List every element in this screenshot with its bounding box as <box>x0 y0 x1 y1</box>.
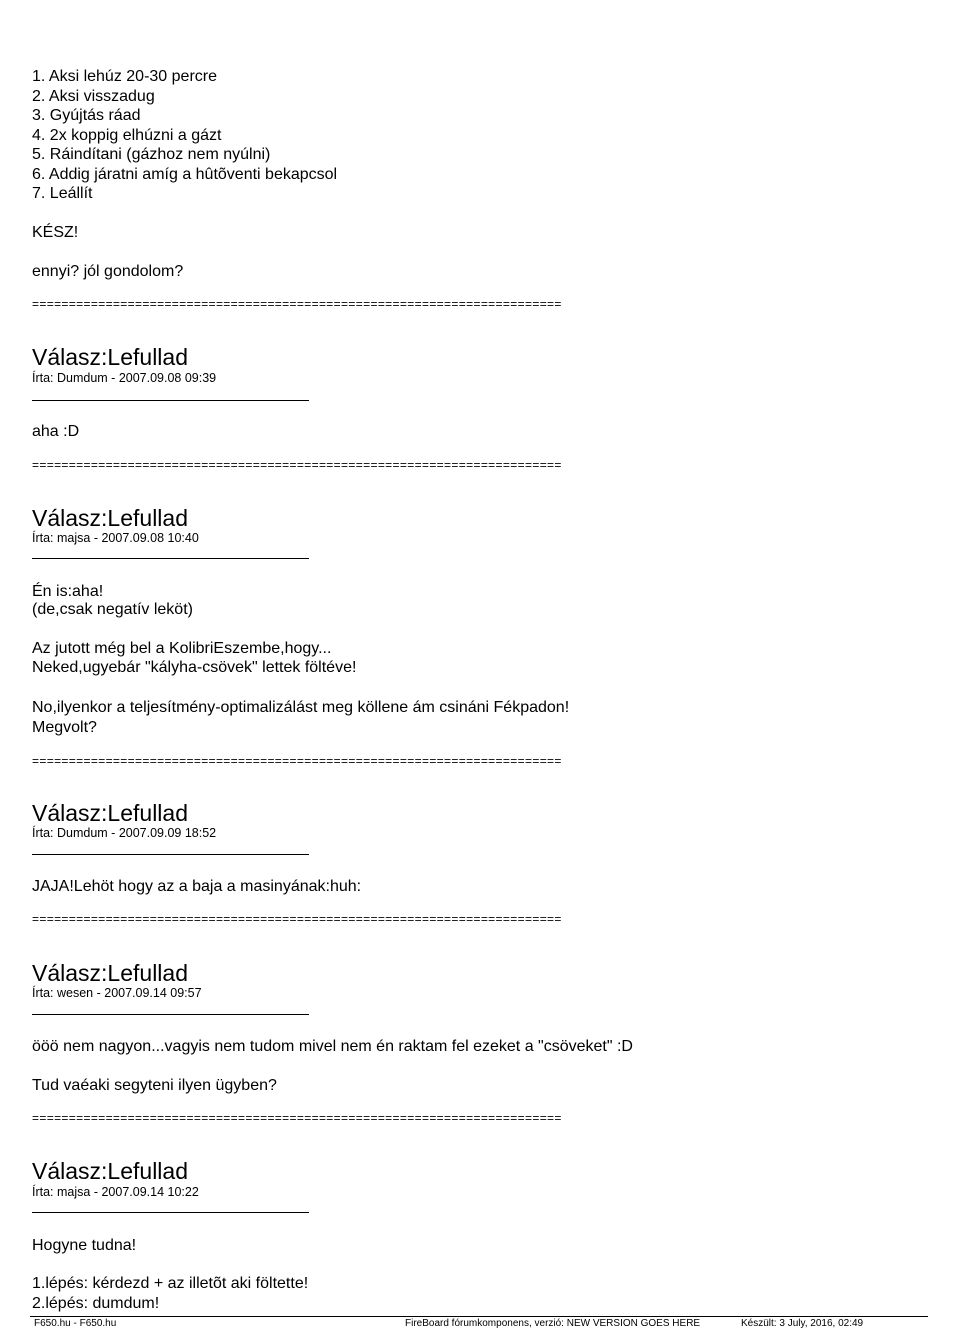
separator: ======================================================================== <box>32 458 562 472</box>
step-7: 7. Leállít <box>32 185 93 202</box>
footer-component: FireBoard fórumkomponens, verzió: NEW VERSION GOES HERE <box>405 1318 701 1329</box>
post-body-line: Az jutott még bel a KolibriEszembe,hogy... <box>32 640 332 657</box>
intro-done: KÉSZ! <box>32 224 79 241</box>
post-body-line: (de,csak negatív leköt) <box>32 601 193 618</box>
intro-question: ennyi? jól gondolom? <box>32 263 184 280</box>
post-body-line: Tud vaéaki segyteni ilyen ügyben? <box>32 1077 277 1094</box>
post-title: Válasz:Lefullad <box>32 1158 188 1184</box>
post-divider <box>32 1014 309 1015</box>
separator: ======================================================================== <box>32 1111 562 1125</box>
post-body-line: ööö nem nagyon...vagyis nem tudom mivel nem én raktam fel ezeket a "csöveket" :D <box>32 1038 633 1055</box>
separator: ======================================================================== <box>32 297 562 311</box>
post-body-line: 2.lépés: dumdum! <box>32 1295 160 1312</box>
post-meta: Írta: majsa - 2007.09.14 10:22 <box>32 1185 199 1199</box>
post-title: Válasz:Lefullad <box>32 505 188 531</box>
step-6: 6. Addig járatni amíg a hûtõventi bekapcsol <box>32 166 338 183</box>
post-title: Válasz:Lefullad <box>32 344 188 370</box>
step-3: 3. Gyújtás ráad <box>32 107 141 124</box>
post-divider <box>32 400 309 401</box>
separator: ======================================================================== <box>32 912 562 926</box>
post-meta: Írta: majsa - 2007.09.08 10:40 <box>32 531 199 545</box>
post-divider <box>32 1212 309 1213</box>
post-meta: Írta: Dumdum - 2007.09.08 09:39 <box>32 371 217 385</box>
post-meta: Írta: Dumdum - 2007.09.09 18:52 <box>32 826 217 840</box>
step-4: 4. 2x koppig elhúzni a gázt <box>32 127 222 144</box>
separator: ======================================================================== <box>32 754 562 768</box>
footer-divider <box>30 1316 928 1317</box>
post-title: Válasz:Lefullad <box>32 960 188 986</box>
post-divider <box>32 854 309 855</box>
post-body-line: Hogyne tudna! <box>32 1237 137 1254</box>
footer-generated: Készült: 3 July, 2016, 02:49 <box>741 1318 864 1329</box>
post-body-line: No,ilyenkor a teljesítmény-optimalizálást meg köllene ám csináni Fékpadon! <box>32 699 570 716</box>
step-2: 2. Aksi visszadug <box>32 88 155 105</box>
step-1: 1. Aksi lehúz 20-30 percre <box>32 68 217 85</box>
post-title: Válasz:Lefullad <box>32 800 188 826</box>
post-body-line: Én is:aha! <box>32 583 104 600</box>
footer-site: F650.hu - F650.hu <box>34 1318 117 1329</box>
post-body-line: aha :D <box>32 423 80 440</box>
post-divider <box>32 558 309 559</box>
post-body-line: 1.lépés: kérdezd + az illetõt aki föltette! <box>32 1275 309 1292</box>
post-body-line: JAJA!Lehöt hogy az a baja a masinyának:huh: <box>32 878 362 895</box>
post-meta: Írta: wesen - 2007.09.14 09:57 <box>32 986 202 1000</box>
post-body-line: Megvolt? <box>32 719 97 736</box>
post-body-line: Neked,ugyebár "kályha-csövek" lettek föltéve! <box>32 659 357 676</box>
step-5: 5. Ráindítani (gázhoz nem nyúlni) <box>32 146 271 163</box>
